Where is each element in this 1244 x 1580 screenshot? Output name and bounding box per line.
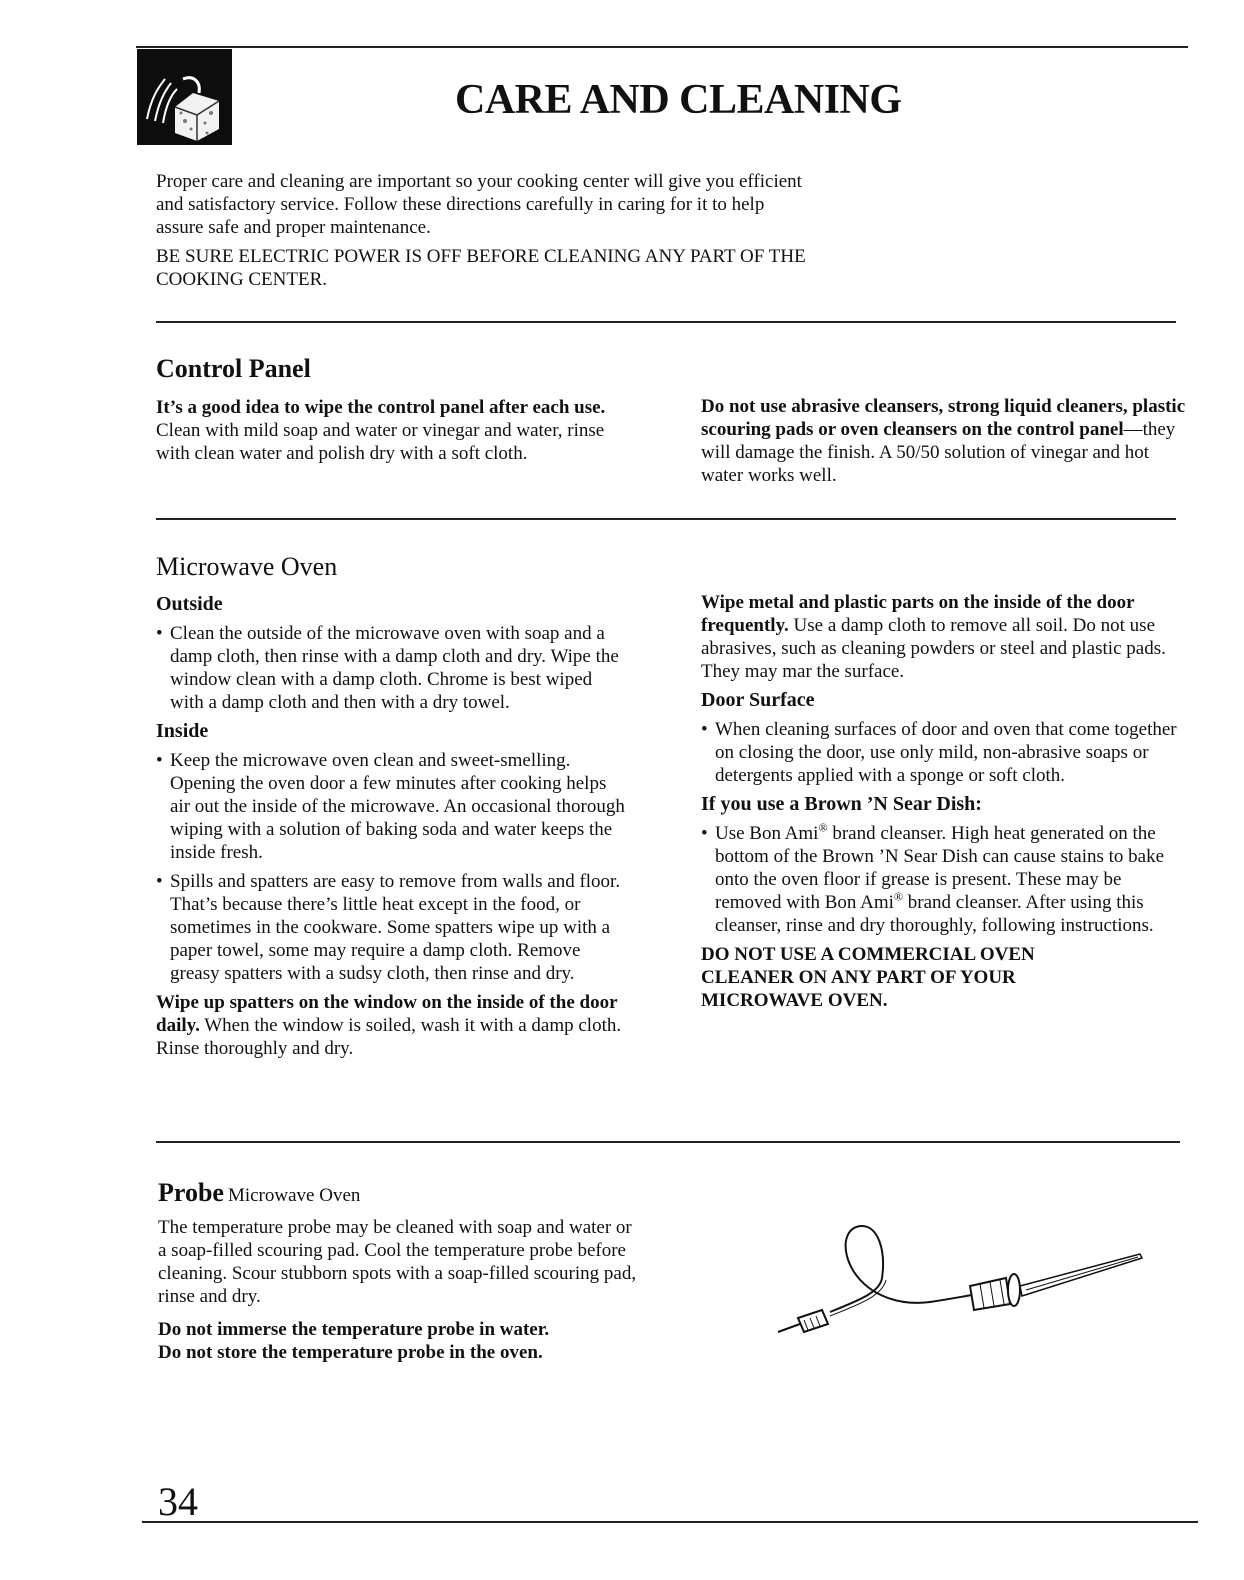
intro-text: Proper care and cleaning are important so your cooking center will give you efficient and satisfactory service. Follow these directions carefully in caring for it to help assure safe and proper maintenance. [156,171,802,238]
probe-warning-1: Do not immerse the temperature probe in water. [158,1319,550,1340]
outside-bullet: • Clean the outside of the microwave oven with soap and a damp cloth, then rinse with a damp cloth and dry. Wipe the window clean with a damp cloth. Chrome is best wiped with a damp cloth and then with a dry towel. [156,622,626,714]
microwave-left-column [156,593,626,1060]
probe-text-block [158,1216,638,1364]
header-top-rule [136,46,1188,48]
probe-heading: Probe [158,1178,224,1207]
brown-sear-text-1: Use Bon Ami [715,823,819,844]
probe-warning-2: Do not store the temperature probe in the oven. [158,1342,543,1363]
power-warning: BE SURE ELECTRIC POWER IS OFF BEFORE CLEANING ANY PART OF THE COOKING CENTER. [156,246,806,290]
control-panel-tip-text: Clean with mild soap and water or vinegar and water, rinse with clean water and polish dry with a soft cloth. [156,420,605,464]
metal-parts-bold: Wipe metal and plastic parts on the inside of the door frequently. [701,592,1135,636]
probe-heading-row [158,1178,360,1208]
metal-parts-text: Use a damp cloth to remove all soil. Do not use abrasives, such as cleaning powders or steel and plastic pads. They may mar the surface. [701,615,1166,682]
door-surface-heading: Door Surface [701,689,815,711]
outside-heading: Outside [156,593,223,615]
footer-rule [142,1521,1198,1523]
hand-with-sponge-icon [137,49,232,145]
probe-subheading: Microwave Oven [227,1185,361,1206]
temperature-probe-icon [770,1220,1150,1350]
control-panel-caution-bold: Do not use abrasive cleansers, strong liquid cleaners, plastic scouring pads or oven cleansers on the control panel [701,396,1186,440]
control-panel-right [701,395,1186,487]
microwave-heading: Microwave Oven [156,552,338,581]
window-tip-text: When the window is soiled, wash it with a damp cloth. Rinse thoroughly and dry. [156,1015,622,1059]
inside-bullet-2: • Spills and spatters are easy to remove from walls and floor. That’s because there’s little heat except in the food, or sometimes in the cookware. Some spatters wipe up with a paper towel, some may require a damp cloth. Remove greasy spatters with a sudsy cloth, then rinse and dry. [156,870,626,985]
microwave-right-column [701,591,1181,1012]
divider-1 [156,321,1176,323]
window-tip-bold: Wipe up spatters on the window on the inside of the door daily. [156,992,618,1036]
page-number: 34 [158,1479,198,1524]
brown-sear-text-2: brand cleanser. High heat generated on the bottom of the Brown ’N Sear Dish can cause stains to bake onto the oven floor if grease is present. These may be removed with Bon Ami [715,823,1165,913]
control-panel-heading: Control Panel [156,354,311,383]
control-panel-tip-bold: It’s a good idea to wipe the control panel after each use. [156,397,606,418]
divider-3 [156,1141,1180,1143]
cleaning-sponge-icon [137,49,232,145]
page-title: CARE AND CLEANING [455,77,902,123]
registered-mark: ® [893,889,904,904]
control-panel-caution-text: —they will damage the finish. A 50/50 solution of vinegar and hot water works well. [701,419,1176,486]
brown-sear-text-3: brand cleanser. After using this cleanser, rinse and dry thoroughly, following instructions. [715,892,1154,936]
control-panel-left [156,396,641,465]
brown-sear-heading: If you use a Brown ’N Sear Dish: [701,793,982,815]
oven-cleaner-caution: DO NOT USE A COMMERCIAL OVEN CLEANER ON ANY PART OF YOUR MICROWAVE OVEN. [701,944,1035,1011]
temperature-probe-illustration [770,1220,1150,1350]
divider-2 [156,518,1176,520]
door-surface-bullet: • When cleaning surfaces of door and oven that come together on closing the door, use only mild, non-abrasive soaps or detergents applied with a sponge or soft cloth. [701,718,1181,787]
inside-bullet-1: • Keep the microwave oven clean and sweet-smelling. Opening the oven door a few minutes after cooking helps air out the inside of the microwave. An occasional thorough wiping with a solution of baking soda and water keeps the inside fresh. [156,749,626,864]
probe-instructions: The temperature probe may be cleaned with soap and water or a soap-filled scouring pad. Cool the temperature probe before cleaning. Scour stubborn spots with a soap-filled scouring pad, rinse and dry. [158,1217,637,1307]
intro-paragraph [156,170,806,291]
inside-heading: Inside [156,720,209,742]
brown-sear-bullet [701,822,1181,937]
registered-mark: ® [818,820,828,835]
